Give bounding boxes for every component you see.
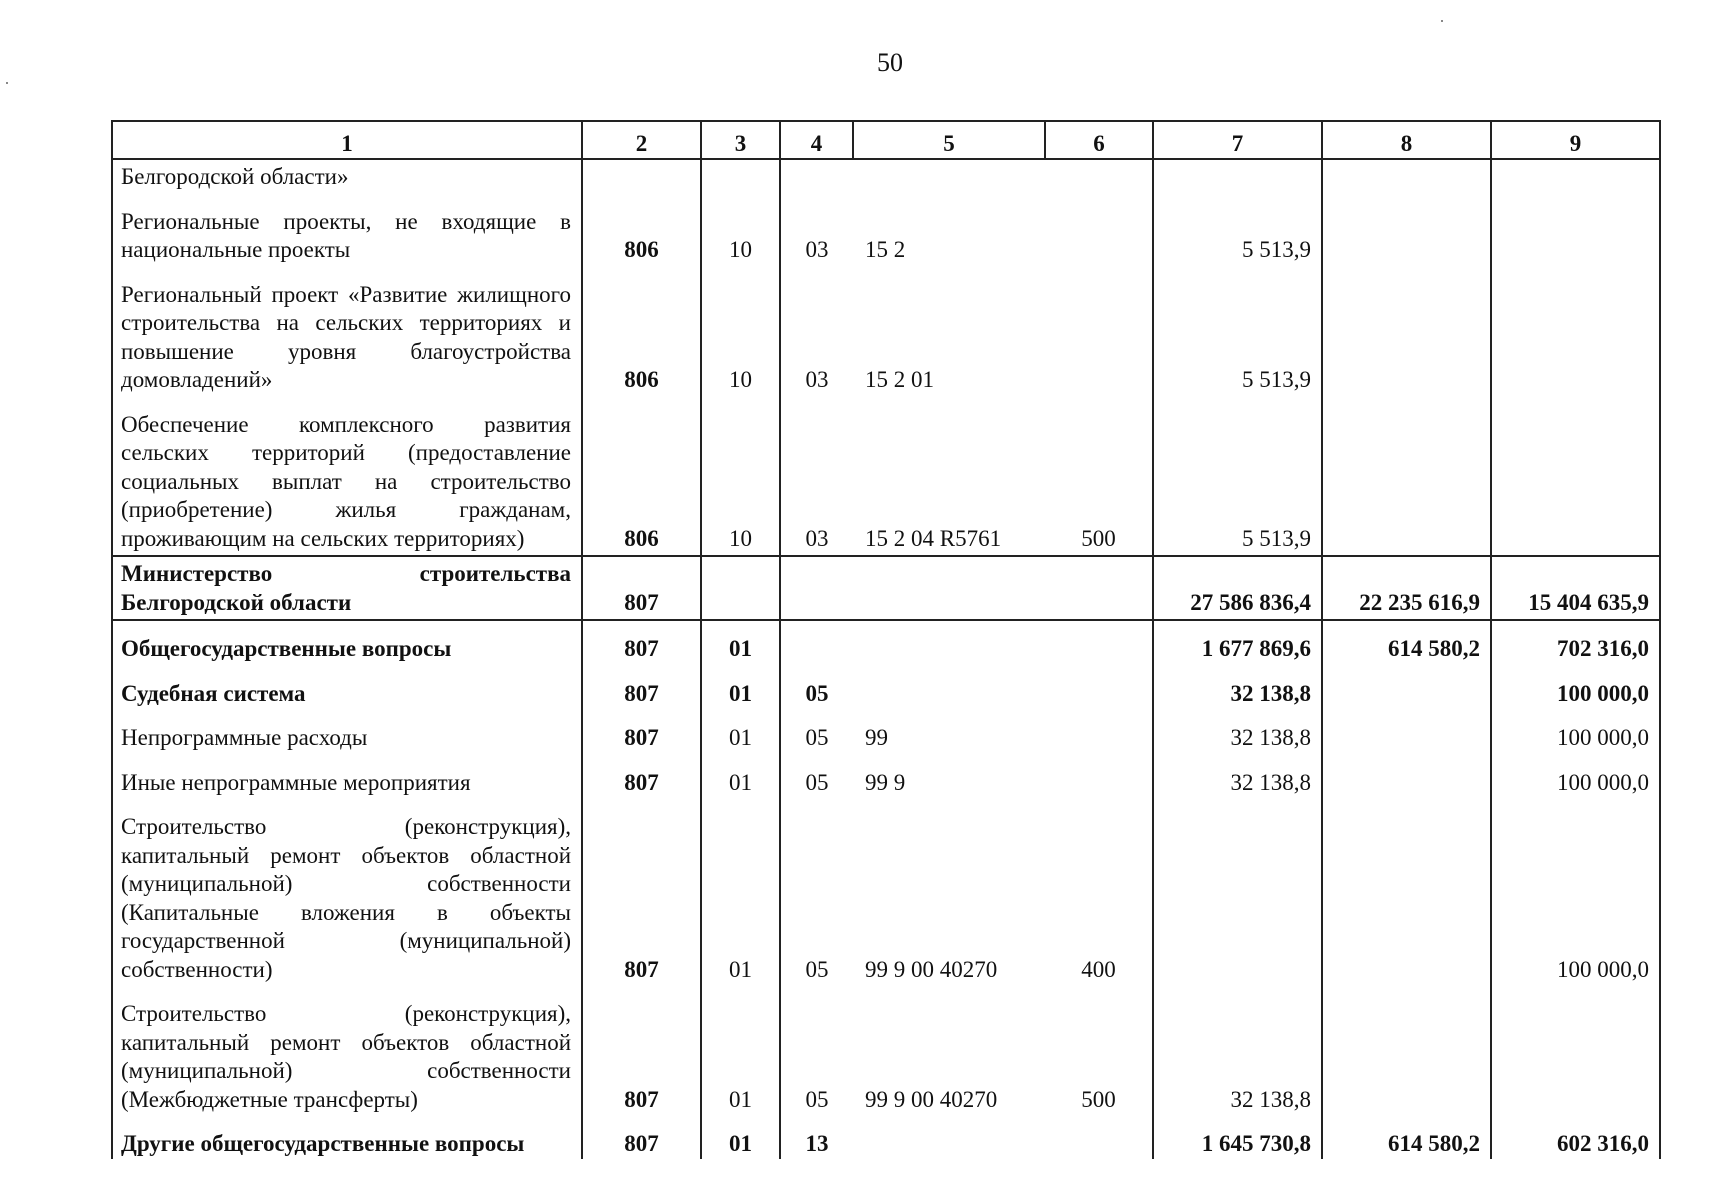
row-c3: 10 bbox=[701, 194, 780, 267]
row-c3: 01 bbox=[701, 620, 780, 666]
row-name: Другие общегосударственные вопросы bbox=[112, 1116, 582, 1159]
table-row bbox=[112, 1116, 1660, 1159]
row-c6: 500 bbox=[1081, 1086, 1116, 1112]
header-col-4: 4 bbox=[780, 121, 853, 159]
row-c4: 05 bbox=[780, 710, 853, 755]
row-name: Региональные проекты, не входящие в национальные проекты bbox=[112, 194, 582, 267]
row-c7: 32 138,8 bbox=[1153, 755, 1322, 800]
row-c2: 806 bbox=[582, 267, 701, 397]
row-c4: 05 bbox=[780, 799, 853, 986]
row-c8 bbox=[1322, 986, 1491, 1116]
row-c5 bbox=[853, 666, 1045, 711]
row-c2: 807 bbox=[582, 755, 701, 800]
row-name: Иные непрограммные мероприятия bbox=[112, 755, 582, 800]
row-c5: 99 9 00 40270 bbox=[865, 956, 998, 982]
row-c9: 100 000,0 bbox=[1491, 666, 1660, 711]
row-c3: 10 bbox=[701, 267, 780, 397]
row-c5 bbox=[853, 556, 1045, 620]
row-c8 bbox=[1322, 799, 1491, 986]
row-c4 bbox=[780, 159, 853, 194]
row-name: Обеспечение комплексного развития сельских территорий (предоставление социальных выплат на строительство (приобретение) жилья гражданам, проживающим на сельских территориях) bbox=[112, 397, 582, 557]
row-c4: 03 bbox=[780, 267, 853, 397]
row-c9: 15 404 635,9 bbox=[1491, 556, 1660, 620]
row-c6 bbox=[1045, 556, 1153, 620]
row-c3: 01 bbox=[701, 1116, 780, 1159]
row-c2: 806 bbox=[582, 194, 701, 267]
row-c5: 99 9 00 40270 bbox=[865, 1086, 998, 1112]
table-row bbox=[112, 799, 1660, 986]
row-c7: 32 138,8 bbox=[1153, 666, 1322, 711]
row-c9 bbox=[1491, 267, 1660, 397]
row-c3: 01 bbox=[701, 666, 780, 711]
row-c9: 602 316,0 bbox=[1491, 1116, 1660, 1159]
header-col-9: 9 bbox=[1491, 121, 1660, 159]
row-name: Строительство (реконструкция), капитальный ремонт объектов областной (муниципальной) собственности (Межбюджетные трансферты) bbox=[112, 986, 582, 1116]
row-c7: 5 513,9 bbox=[1153, 267, 1322, 397]
table-row bbox=[112, 267, 1660, 397]
row-c5: 15 2 04 R5761 bbox=[865, 525, 1002, 551]
row-c2: 807 bbox=[582, 556, 701, 620]
row-c8: 22 235 616,9 bbox=[1322, 556, 1491, 620]
row-c6 bbox=[1045, 1116, 1153, 1159]
row-c2: 807 bbox=[582, 986, 701, 1116]
row-c9: 100 000,0 bbox=[1491, 755, 1660, 800]
row-c8 bbox=[1322, 666, 1491, 711]
row-c3: 01 bbox=[701, 986, 780, 1116]
row-c6 bbox=[1045, 666, 1153, 711]
table-row bbox=[112, 620, 1660, 666]
row-name: Строительство (реконструкция), капитальный ремонт объектов областной (муниципальной) собственности (Капитальные вложения в объекты государственной (муниципальной) собственности) bbox=[112, 799, 582, 986]
row-c9 bbox=[1491, 986, 1660, 1116]
page-number: 50 bbox=[877, 48, 903, 77]
table-row bbox=[112, 710, 1660, 755]
row-c6: 400 bbox=[1081, 956, 1116, 982]
row-c6: 500 bbox=[1081, 525, 1116, 551]
row-c9: 702 316,0 bbox=[1491, 620, 1660, 666]
row-c7 bbox=[1153, 799, 1322, 986]
row-c4: 05 bbox=[780, 755, 853, 800]
row-c2 bbox=[582, 159, 701, 194]
row-c5: 99 9 bbox=[865, 769, 906, 795]
row-c8 bbox=[1322, 159, 1491, 194]
row-c9 bbox=[1491, 397, 1660, 557]
header-col-6: 6 bbox=[1045, 121, 1153, 159]
row-c4: 03 bbox=[780, 194, 853, 267]
row-c9 bbox=[1491, 194, 1660, 267]
row-c2: 806 bbox=[582, 397, 701, 557]
row-c8: 614 580,2 bbox=[1322, 1116, 1491, 1159]
row-name: Региональный проект «Развитие жилищного строительства на сельских территориях и повышение уровня благоустройства домовладений» bbox=[112, 267, 582, 397]
row-c6 bbox=[1045, 159, 1153, 194]
row-c2: 807 bbox=[582, 620, 701, 666]
table-row bbox=[112, 986, 1660, 1116]
row-c5: 15 2 01 bbox=[865, 367, 934, 392]
row-c7: 32 138,8 bbox=[1153, 986, 1322, 1116]
row-c4: 03 bbox=[780, 397, 853, 557]
row-c3 bbox=[701, 159, 780, 194]
row-c3: 10 bbox=[701, 397, 780, 557]
row-c3: 01 bbox=[701, 755, 780, 800]
row-c2: 807 bbox=[582, 1116, 701, 1159]
table-row bbox=[112, 755, 1660, 800]
row-c9: 100 000,0 bbox=[1491, 799, 1660, 986]
header-col-7: 7 bbox=[1153, 121, 1322, 159]
row-c7: 1 645 730,8 bbox=[1153, 1116, 1322, 1159]
table-row bbox=[112, 194, 1660, 267]
row-c8 bbox=[1322, 755, 1491, 800]
table-row bbox=[112, 556, 1660, 620]
scan-speck bbox=[1441, 20, 1443, 22]
row-c3: 01 bbox=[701, 710, 780, 755]
row-c6 bbox=[1045, 194, 1153, 267]
row-c7 bbox=[1153, 159, 1322, 194]
row-c6 bbox=[1045, 710, 1153, 755]
row-name: Белгородской области» bbox=[112, 159, 582, 194]
row-c4 bbox=[780, 620, 853, 666]
row-c7: 5 513,9 bbox=[1153, 397, 1322, 557]
row-c3 bbox=[701, 556, 780, 620]
row-c8 bbox=[1322, 397, 1491, 557]
row-c4 bbox=[780, 556, 853, 620]
row-c5 bbox=[853, 620, 1045, 666]
row-c3: 01 bbox=[701, 799, 780, 986]
scan-speck bbox=[6, 82, 8, 84]
row-c2: 807 bbox=[582, 799, 701, 986]
row-c2: 807 bbox=[582, 710, 701, 755]
row-name: Общегосударственные вопросы bbox=[112, 620, 582, 666]
table-row bbox=[112, 159, 1660, 194]
row-name: Министерство строительства Белгородской области bbox=[112, 556, 582, 620]
header-col-3: 3 bbox=[701, 121, 780, 159]
row-c5: 15 2 bbox=[865, 237, 906, 262]
row-c8 bbox=[1322, 194, 1491, 267]
row-c6 bbox=[1045, 267, 1153, 397]
row-c5: 99 bbox=[865, 725, 888, 750]
row-c2: 807 bbox=[582, 666, 701, 711]
row-c7: 32 138,8 bbox=[1153, 710, 1322, 755]
header-col-5: 5 bbox=[853, 121, 1045, 159]
row-c9 bbox=[1491, 159, 1660, 194]
row-c7: 5 513,9 bbox=[1153, 194, 1322, 267]
row-name: Непрограммные расходы bbox=[112, 710, 582, 755]
row-c8 bbox=[1322, 267, 1491, 397]
header-col-8: 8 bbox=[1322, 121, 1491, 159]
row-c7: 1 677 869,6 bbox=[1153, 620, 1322, 666]
header-col-2: 2 bbox=[582, 121, 701, 159]
budget-table bbox=[111, 120, 1661, 1159]
row-c5 bbox=[853, 1116, 1045, 1159]
row-c7: 27 586 836,4 bbox=[1153, 556, 1322, 620]
row-c6 bbox=[1045, 755, 1153, 800]
row-c5 bbox=[853, 159, 1045, 194]
row-name: Судебная система bbox=[112, 666, 582, 711]
table-row bbox=[112, 666, 1660, 711]
row-c4: 05 bbox=[780, 666, 853, 711]
table-row bbox=[112, 397, 1660, 557]
row-c8 bbox=[1322, 710, 1491, 755]
header-row bbox=[112, 121, 1660, 159]
row-c8: 614 580,2 bbox=[1322, 620, 1491, 666]
row-c4: 05 bbox=[780, 986, 853, 1116]
row-c9: 100 000,0 bbox=[1491, 710, 1660, 755]
row-c4: 13 bbox=[780, 1116, 853, 1159]
header-col-1: 1 bbox=[112, 121, 582, 159]
row-c6 bbox=[1045, 620, 1153, 666]
